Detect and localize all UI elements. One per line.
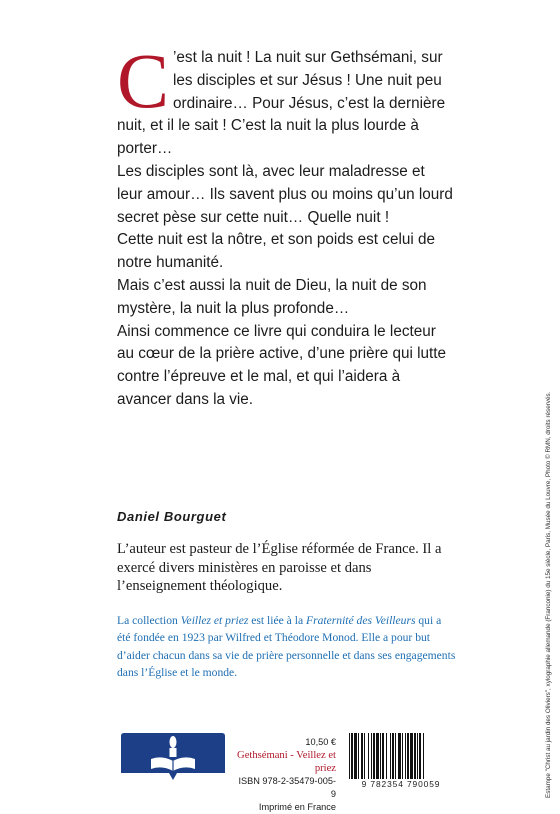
barcode-bar	[414, 733, 416, 779]
blurb-paragraph: Les disciples sont là, avec leur maladresse et leur amour… Ils savent plus ou moins qu’un lourd secret pèse sur cette nuit… Quelle nuit !	[117, 162, 453, 226]
barcode-bar	[376, 733, 379, 779]
drop-cap: C	[117, 37, 170, 124]
blurb-paragraph: Cette nuit est la nôtre, et son poids est celui de notre humanité.	[117, 231, 436, 272]
barcode	[345, 733, 457, 781]
blurb-text: ’est la nuit ! La nuit sur Gethsémani, sur les disciples et sur Jésus ! Une nuit peu ordinaire… Pour Jésus, c’est la dernière nuit, et il le sait ! C’est la nuit la plus lourde à porter…	[117, 49, 446, 158]
publisher-logo	[117, 733, 229, 780]
barcode-bar	[407, 733, 409, 779]
barcode-bar	[423, 733, 424, 779]
isbn: ISBN 978-2-35479-005-9	[238, 776, 336, 799]
barcode-bar	[398, 733, 401, 779]
blurb-paragraph: Ainsi commence ce livre qui conduira le lecteur au cœur de la prière active, d’une prière qui lutte contre l’épreuve et le mal, et qui l’aidera à avancer dans la vie.	[117, 322, 447, 408]
barcode-digits: 9 782354 790059	[361, 779, 441, 789]
collection-text: qui a été fondée en 1923 par Wilfred et Théodore Monod. Elle a pour but d’aider chacun dans sa vie de prière personnelle et dans ses engagements dans l’Église et le monde.	[117, 614, 456, 680]
barcode-bar	[380, 733, 381, 779]
barcode-bar	[417, 733, 418, 779]
printed-in: Imprimé en France	[258, 802, 336, 812]
barcode-bar	[371, 733, 372, 779]
back-cover-blurb	[117, 37, 453, 412]
collection-text: La collection	[117, 614, 181, 627]
barcode-bar	[410, 733, 413, 779]
barcode-bar	[419, 733, 421, 779]
barcode-bar	[368, 733, 369, 779]
barcode-bar	[402, 733, 403, 779]
barcode-bar	[395, 733, 396, 779]
collection-text: est liée à la	[248, 614, 306, 627]
barcode-bar	[358, 733, 359, 779]
barcode-bar	[361, 733, 363, 779]
barcode-bars	[345, 733, 457, 781]
barcode-bar	[349, 733, 350, 779]
publication-info	[236, 736, 336, 814]
barcode-bar	[392, 733, 394, 779]
series-title: Veillez et priez	[180, 614, 249, 627]
barcode-bar	[351, 733, 353, 779]
collection-note	[117, 612, 457, 682]
candle-book-icon	[117, 733, 229, 780]
blurb-paragraph: Mais c’est aussi la nuit de Dieu, la nuit de son mystère, la nuit la plus profonde…	[117, 276, 427, 317]
barcode-bar	[390, 733, 391, 779]
author-name: Daniel Bourguet	[117, 509, 227, 524]
author-bio: L’auteur est pasteur de l’Église réformée de France. Il a exercé divers ministères en paroisse et dans l’enseignement théologique.	[117, 541, 442, 595]
barcode-bar	[382, 733, 384, 779]
barcode-bar	[354, 733, 357, 779]
image-credits: Estampe "Christ au jardin des Oliviers", xylographie allemande (Franconie) du 15e siècle, Paris, Musée du Louvre, Photo © RMN, droits réservés.	[545, 391, 552, 798]
barcode-bar	[364, 733, 365, 779]
barcode-bar	[386, 733, 387, 779]
barcode-bar	[373, 733, 375, 779]
price: 10,50 €	[305, 737, 336, 747]
barcode-bar	[405, 733, 406, 779]
publisher-name: Gethsémani - Veillez et priez	[237, 750, 336, 774]
fraternity-name: Fraternité des Veilleurs	[306, 614, 416, 627]
blurb-paragraph	[117, 37, 453, 161]
